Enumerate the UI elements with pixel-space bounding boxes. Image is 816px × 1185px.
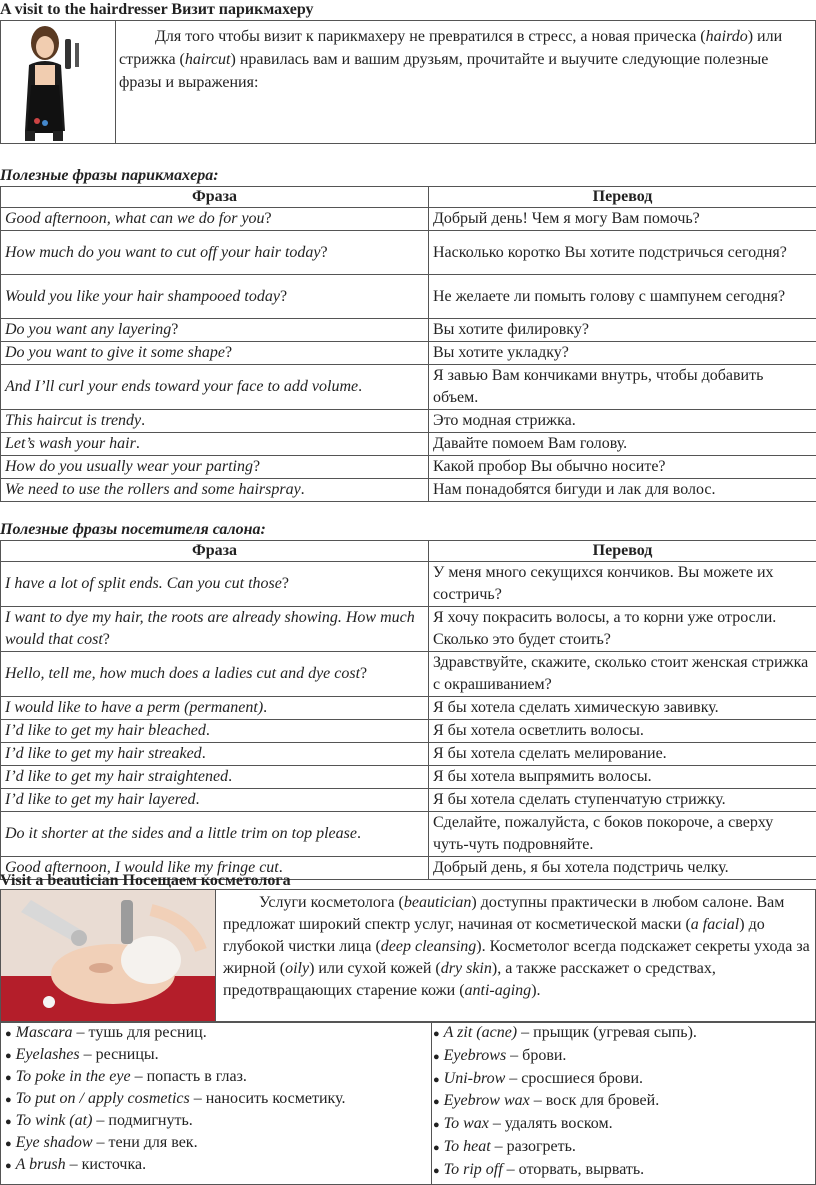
phrase-cell: [1, 479, 429, 502]
table-row: [1, 208, 816, 231]
translation-cell: Я хочу покрасить волосы, а то корни уже отросли. Сколько это будет стоить?: [429, 607, 816, 652]
glossary-term: To wink (at): [16, 1112, 93, 1129]
glossary-item: [433, 1136, 815, 1159]
phrase-punctuation: ?: [171, 321, 178, 338]
bullet-icon: ●: [433, 1028, 440, 1040]
translation-cell: Какой пробор Вы обычно носите?: [429, 456, 816, 479]
glossary-term: To heat: [444, 1138, 491, 1155]
intro-block: [0, 20, 816, 144]
phrase-punctuation: ?: [280, 288, 287, 305]
phrase-punctuation: .: [279, 859, 283, 876]
phrase-text: How do you usually wear your parting: [5, 458, 253, 475]
table-row: [1, 766, 816, 789]
phrase-cell: [1, 766, 429, 789]
phrase-cell: [1, 319, 429, 342]
translation-cell: Я бы хотела сделать ступенчатую стрижку.: [429, 789, 816, 812]
glossary-translation: – наносить косметику.: [190, 1090, 346, 1107]
phrase-text: Would you like your hair shampooed today: [5, 288, 280, 305]
phrase-text: And I’ll curl your ends toward your face to add volume: [5, 378, 358, 395]
phrase-cell: [1, 433, 429, 456]
phrase-text: Do you want any layering: [5, 321, 171, 338]
table-header-row: [1, 187, 816, 208]
phrase-text: We need to use the rollers and some hairspray: [5, 481, 301, 498]
glossary-translation: – оторвать, вырвать.: [503, 1161, 645, 1178]
phrase-text: Hello, tell me, how much does a ladies cut and dye cost: [5, 665, 360, 682]
glossary-right-column: [433, 1022, 815, 1184]
glossary-term: To poke in the eye: [16, 1068, 131, 1085]
beautician-block: [0, 889, 816, 1023]
table-row: [1, 652, 816, 697]
glossary-item: [433, 1022, 815, 1045]
phrase-cell: [1, 410, 429, 433]
table-row: [1, 720, 816, 743]
phrase-punctuation: ?: [103, 631, 110, 648]
phrase-punctuation: ?: [282, 575, 289, 592]
glossary-term: Eyebrows: [444, 1047, 507, 1064]
glossary-item: [5, 1132, 431, 1154]
table-row: [1, 433, 816, 456]
glossary-translation: – воск для бровей.: [530, 1092, 659, 1109]
table-row: [1, 456, 816, 479]
glossary-term: A zit (acne): [444, 1024, 517, 1041]
phrase-text: Do it shorter at the sides and a little trim on top please: [5, 825, 357, 842]
phrase-punctuation: ?: [225, 344, 232, 361]
hairdresser-image: [1, 21, 116, 143]
phrase-text: I’d like to get my hair bleached: [5, 722, 206, 739]
table-row: [1, 410, 816, 433]
bullet-icon: ●: [433, 1051, 440, 1063]
glossary-term: Eye shadow: [16, 1134, 93, 1151]
table-row: [1, 697, 816, 720]
column-header-translation: Перевод: [429, 187, 816, 208]
translation-cell: Я завью Вам кончиками внутрь, чтобы добавить объем.: [429, 365, 816, 410]
glossary-translation: – разогреть.: [491, 1138, 576, 1155]
page-title: A visit to the hairdresser Визит парикмахеру: [0, 0, 314, 20]
bullet-icon: ●: [5, 1160, 12, 1172]
phrase-punctuation: .: [357, 825, 361, 842]
glossary-term: To wax: [444, 1115, 489, 1132]
column-header-translation: Перевод: [429, 541, 816, 562]
phrase-cell: [1, 365, 429, 410]
glossary-item: [5, 1110, 431, 1132]
phrase-cell: [1, 720, 429, 743]
translation-cell: Это модная стрижка.: [429, 410, 816, 433]
translation-cell: Нам понадобятся бигуди и лак для волос.: [429, 479, 816, 502]
phrase-cell: [1, 342, 429, 365]
phrase-punctuation: .: [263, 699, 267, 716]
phrase-punctuation: ?: [321, 244, 328, 261]
table-row: [1, 231, 816, 275]
glossary-term: A brush: [16, 1156, 66, 1173]
bullet-icon: ●: [5, 1028, 12, 1040]
hairdresser-phrases-table: [0, 186, 816, 502]
column-header-phrase: Фраза: [1, 187, 429, 208]
phrase-cell: [1, 562, 429, 607]
phrase-cell: [1, 789, 429, 812]
glossary-item: [433, 1090, 815, 1113]
bullet-icon: ●: [5, 1094, 12, 1106]
glossary-translation: – прыщик (угревая сыпь).: [517, 1024, 697, 1041]
phrase-cell: [1, 456, 429, 479]
bullet-icon: ●: [433, 1074, 440, 1086]
phrase-text: Let’s wash your hair: [5, 435, 136, 452]
glossary-term: Uni-brow: [444, 1070, 506, 1087]
phrase-text: I’d like to get my hair straightened: [5, 768, 228, 785]
glossary-item: [5, 1022, 431, 1044]
table-row: [1, 607, 816, 652]
phrase-text: Good afternoon, what can we do for you: [5, 210, 265, 227]
client-phrases-table: [0, 540, 816, 880]
phrase-punctuation: ?: [360, 665, 367, 682]
translation-cell: Я бы хотела сделать химическую завивку.: [429, 697, 816, 720]
phrase-punctuation: .: [136, 435, 140, 452]
table-row: [1, 562, 816, 607]
glossary-translation: – кисточка.: [66, 1156, 146, 1173]
table-row: [1, 342, 816, 365]
glossary-item: [433, 1159, 815, 1182]
glossary-term: To put on / apply cosmetics: [16, 1090, 190, 1107]
translation-cell: Здравствуйте, скажите, сколько стоит женская стрижка с окрашиванием?: [429, 652, 816, 697]
phrase-text: I’d like to get my hair layered: [5, 791, 195, 808]
glossary-left-column: [1, 1022, 432, 1184]
glossary-item: [5, 1044, 431, 1066]
glossary-term: Mascara: [16, 1024, 73, 1041]
table-row: [1, 789, 816, 812]
phrase-cell: [1, 743, 429, 766]
glossary-item: [433, 1068, 815, 1091]
glossary-item: [5, 1066, 431, 1088]
glossary-term: To rip off: [444, 1161, 503, 1178]
glossary-item: [5, 1088, 431, 1110]
phrase-text: I would like to have a perm (permanent): [5, 699, 263, 716]
glossary-translation: – сросшиеся брови.: [505, 1070, 643, 1087]
bullet-icon: ●: [433, 1142, 440, 1154]
phrase-cell: [1, 607, 429, 652]
glossary-term: Eyelashes: [16, 1046, 80, 1063]
table-row: [1, 319, 816, 342]
bullet-icon: ●: [433, 1119, 440, 1131]
glossary-translation: – тени для век.: [93, 1134, 198, 1151]
beautician-image: [1, 890, 216, 1022]
phrase-punctuation: .: [195, 791, 199, 808]
table-row: [1, 743, 816, 766]
glossary-item: [433, 1113, 815, 1136]
glossary-item: [5, 1154, 431, 1176]
translation-cell: Не желаете ли помыть голову с шампунем сегодня?: [429, 275, 816, 319]
phrase-punctuation: .: [228, 768, 232, 785]
phrase-cell: [1, 208, 429, 231]
phrase-cell: [1, 652, 429, 697]
bullet-icon: ●: [5, 1116, 12, 1128]
client-phrases-heading: Полезные фразы посетителя салона:: [0, 520, 266, 540]
phrase-punctuation: .: [202, 745, 206, 762]
bullet-icon: ●: [433, 1096, 440, 1108]
translation-cell: Добрый день, я бы хотела подстричь челку.: [429, 857, 816, 880]
translation-cell: Вы хотите укладку?: [429, 342, 816, 365]
glossary-term: Eyebrow wax: [444, 1092, 530, 1109]
table-row: [1, 812, 816, 857]
bullet-icon: ●: [5, 1050, 12, 1062]
translation-cell: Сделайте, пожалуйста, с боков покороче, а сверху чуть-чуть подровняйте.: [429, 812, 816, 857]
intro-text: Для того чтобы визит к парикмахеру не превратился в стресс, а новая прическа (hairdo) или стрижка (haircut) нравилась вам и вашим друзьям, прочитайте и выучите следующие полезные фразы и выражения:: [119, 25, 809, 94]
column-header-phrase: Фраза: [1, 541, 429, 562]
translation-cell: Вы хотите филировку?: [429, 319, 816, 342]
glossary-translation: – попасть в глаз.: [131, 1068, 247, 1085]
phrase-text: I have a lot of split ends. Can you cut those: [5, 575, 282, 592]
translation-cell: У меня много секущихся кончиков. Вы можете их состричь?: [429, 562, 816, 607]
table-header-row: [1, 541, 816, 562]
phrase-text: I want to dye my hair, the roots are already showing. How much would that cost: [5, 609, 415, 648]
translation-cell: Насколько коротко Вы хотите подстричься сегодня?: [429, 231, 816, 275]
glossary-translation: – подмигнуть.: [92, 1112, 192, 1129]
glossary-translation: – брови.: [506, 1047, 566, 1064]
phrase-punctuation: .: [141, 412, 145, 429]
table-row: [1, 479, 816, 502]
phrase-text: Do you want to give it some shape: [5, 344, 225, 361]
bullet-icon: ●: [433, 1165, 440, 1177]
translation-cell: Давайте помоем Вам голову.: [429, 433, 816, 456]
phrase-cell: [1, 275, 429, 319]
phrase-cell: [1, 697, 429, 720]
glossary-item: [433, 1045, 815, 1068]
phrase-text: How much do you want to cut off your hair today: [5, 244, 321, 261]
phrase-text: This haircut is trendy: [5, 412, 141, 429]
glossary-translation: – тушь для ресниц.: [73, 1024, 207, 1041]
phrase-text: I’d like to get my hair streaked: [5, 745, 202, 762]
glossary-translation: – ресницы.: [80, 1046, 159, 1063]
phrase-text: Good afternoon, I would like my fringe cut: [5, 859, 279, 876]
translation-cell: Я бы хотела осветлить волосы.: [429, 720, 816, 743]
bullet-icon: ●: [5, 1072, 12, 1084]
table-row: [1, 275, 816, 319]
translation-cell: Добрый день! Чем я могу Вам помочь?: [429, 208, 816, 231]
phrase-punctuation: .: [206, 722, 210, 739]
phrase-punctuation: ?: [253, 458, 260, 475]
phrase-punctuation: .: [358, 378, 362, 395]
hairdresser-phrases-heading: Полезные фразы парикмахера:: [0, 166, 219, 186]
beautician-text: Услуги косметолога (beautician) доступны практически в любом салоне. Вам предложат широкий спектр услуг, начиная от косметической маски (a facial) до глубокой чистки лица (deep cleansing). Косметолог всегда подскажет секреты ухода за жирной (oily) или сухой кожей (dry skin), а также расскажет о средствах, предотвращающих старение кожи (anti-aging).: [223, 892, 813, 1002]
translation-cell: Я бы хотела сделать мелирование.: [429, 743, 816, 766]
phrase-punctuation: ?: [265, 210, 272, 227]
table-row: [1, 365, 816, 410]
bullet-icon: ●: [5, 1138, 12, 1150]
phrase-cell: [1, 231, 429, 275]
phrase-punctuation: .: [301, 481, 305, 498]
phrase-cell: [1, 812, 429, 857]
glossary-table: [0, 1021, 816, 1185]
beautician-title: Visit a beautician Посещаем косметолога: [0, 871, 291, 891]
translation-cell: Я бы хотела выпрямить волосы.: [429, 766, 816, 789]
glossary-translation: – удалять воском.: [489, 1115, 613, 1132]
